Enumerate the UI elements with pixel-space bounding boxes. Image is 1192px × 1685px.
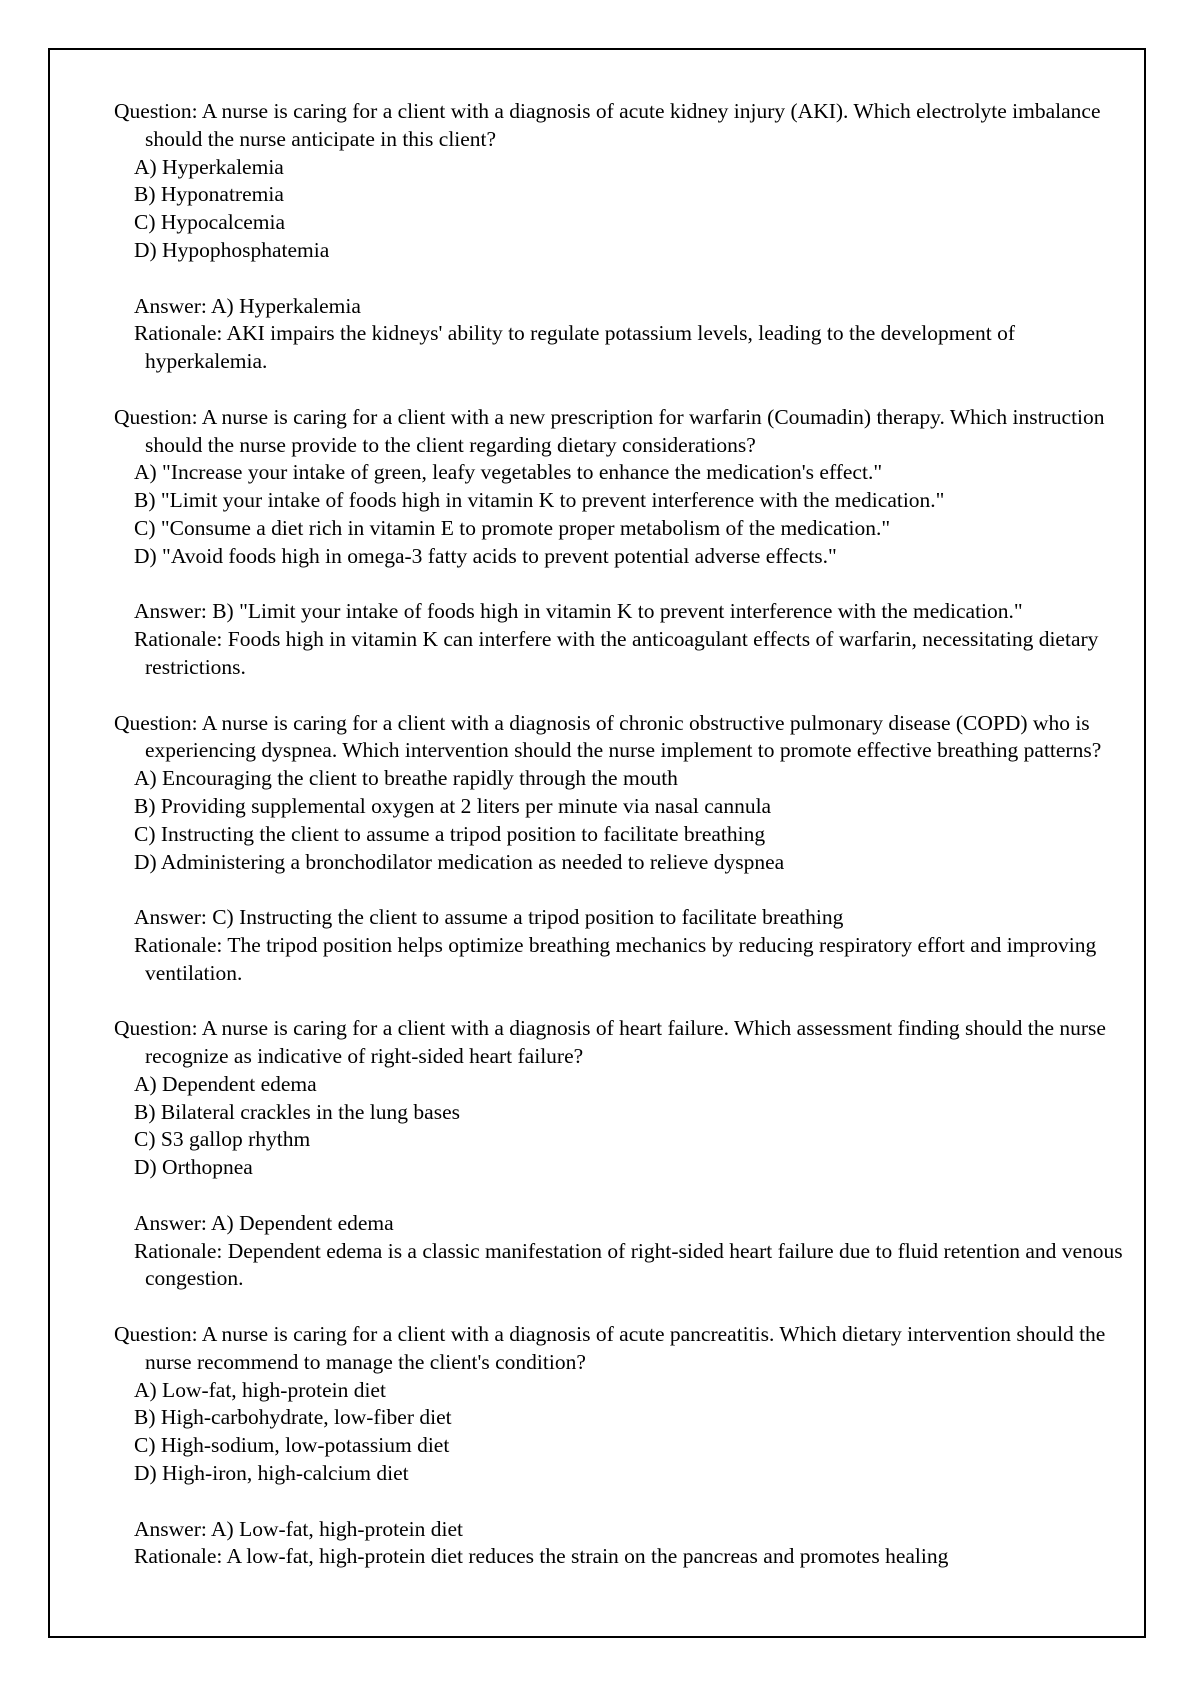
option-b: B) Hyponatremia: [134, 182, 284, 207]
question-text: Question: A nurse is caring for a client with a new prescription for warfarin (Coumadin) therapy. Which instruction should the nurse provide to the client regarding dietary considerations?: [114, 404, 1105, 457]
spacer: [114, 1182, 1124, 1210]
rationale-text: Rationale: AKI impairs the kidneys' ability to regulate potassium levels, leading to the development of hyperkalemia.: [134, 321, 1015, 374]
question-block-3: [114, 710, 1124, 988]
answer-text: Answer: A) Hyperkalemia: [134, 293, 361, 318]
answer-text: Answer: B) "Limit your intake of foods high in vitamin K to prevent interference with the medication.": [134, 599, 1023, 624]
option-b: B) High-carbohydrate, low-fiber diet: [134, 1405, 452, 1430]
option-b: B) Bilateral crackles in the lung bases: [134, 1099, 460, 1124]
option-c: C) S3 gallop rhythm: [134, 1127, 311, 1152]
document-body: [114, 98, 1124, 1571]
option-a: A) Low-fat, high-protein diet: [134, 1377, 386, 1402]
option-b: B) "Limit your intake of foods high in vitamin K to prevent interference with the medication.": [134, 488, 945, 513]
option-d: D) Orthopnea: [134, 1155, 253, 1180]
option-c: C) Instructing the client to assume a tripod position to facilitate breathing: [134, 821, 766, 846]
spacer: [114, 988, 1124, 1016]
option-d: D) Administering a bronchodilator medication as needed to relieve dyspnea: [134, 849, 785, 874]
option-a: A) Hyperkalemia: [134, 154, 284, 179]
option-a: A) "Increase your intake of green, leafy vegetables to enhance the medication's effect.": [134, 460, 883, 485]
rationale-text: Rationale: A low-fat, high-protein diet reduces the strain on the pancreas and promotes healing: [134, 1544, 949, 1569]
option-d: D) "Avoid foods high in omega-3 fatty acids to prevent potential adverse effects.": [134, 543, 837, 568]
spacer: [114, 1293, 1124, 1321]
spacer: [114, 571, 1124, 599]
rationale-text: Rationale: Foods high in vitamin K can interfere with the anticoagulant effects of warfarin, necessitating dietary restrictions.: [134, 627, 1099, 679]
question-text: Question: A nurse is caring for a client with a diagnosis of chronic obstructive pulmonary disease (COPD) who is experiencing dyspnea. Which intervention should the nurse implement to promote effective breathing patterns?: [114, 710, 1102, 763]
answer-text: Answer: A) Low-fat, high-protein diet: [134, 1516, 463, 1541]
option-c: C) High-sodium, low-potassium diet: [134, 1433, 450, 1458]
question-text: Question: A nurse is caring for a client with a diagnosis of acute pancreatitis. Which dietary intervention should the nurse recommend to manage the client's condition?: [114, 1322, 1106, 1374]
question-text: Question: A nurse is caring for a client with a diagnosis of acute kidney injury (AKI). Which electrolyte imbalance should the nurse anticipate in this client?: [114, 99, 1101, 151]
question-block-2: [114, 404, 1124, 682]
option-c: C) Hypocalcemia: [134, 210, 286, 235]
spacer: [114, 682, 1124, 710]
rationale-text: Rationale: Dependent edema is a classic manifestation of right-sided heart failure due to fluid retention and venous congestion.: [134, 1238, 1123, 1291]
option-a: A) Dependent edema: [134, 1071, 317, 1096]
rationale-text: Rationale: The tripod position helps optimize breathing mechanics by reducing respiratory effort and improving ventilation.: [134, 932, 1097, 985]
option-c: C) "Consume a diet rich in vitamin E to promote proper metabolism of the medication.": [134, 515, 891, 540]
option-a: A) Encouraging the client to breathe rapidly through the mouth: [134, 766, 678, 791]
answer-text: Answer: A) Dependent edema: [134, 1210, 394, 1235]
question-block-5: [114, 1321, 1124, 1571]
question-text: Question: A nurse is caring for a client with a diagnosis of heart failure. Which assessment finding should the nurse recognize as indicative of right-sided heart failure?: [114, 1016, 1106, 1069]
option-b: B) Providing supplemental oxygen at 2 liters per minute via nasal cannula: [134, 793, 772, 818]
spacer: [114, 265, 1124, 293]
option-d: D) High-iron, high-calcium diet: [134, 1461, 409, 1486]
question-block-4: [114, 1015, 1124, 1293]
question-block-1: [114, 98, 1124, 376]
option-d: D) Hypophosphatemia: [134, 237, 330, 262]
spacer: [114, 876, 1124, 904]
answer-text: Answer: C) Instructing the client to assume a tripod position to facilitate breathing: [134, 905, 844, 930]
spacer: [114, 1488, 1124, 1516]
spacer: [114, 376, 1124, 404]
